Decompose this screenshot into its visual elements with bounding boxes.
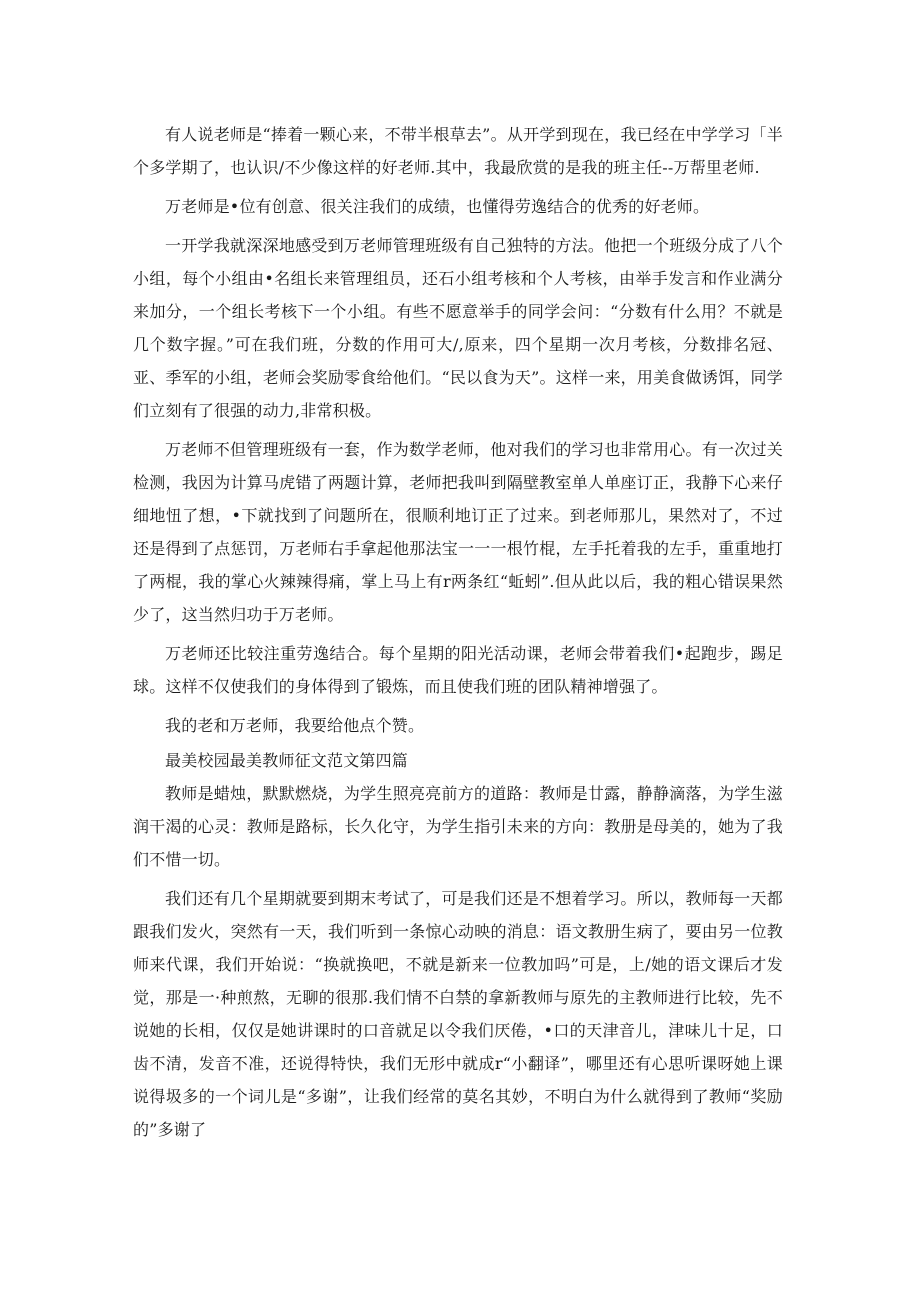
paragraph-3: 一开学我就深深地感受到万老师管理班级有自己独特的方法。他把一个班级分成了八个小组，每个小组由•名组长来管理组员，还石小组考核和个人考核，由举手发言和作业满分来加分，一个组长考核下一个小组。有些不愿意举手的同学会问：“分数有什么用？不就是几个数字握。”可在我们班，分数的作用可大/,原来，四个星期一次月考核，分数排名冠、亚、季军的小组，老师会奖励零食给他们。“民以食为天”。这样一来，用美食做诱饵，同学们立刻有了很强的动力,非常积极。 <box>133 236 783 420</box>
section-heading: 最美校园最美教师征文范文第四篇 <box>165 751 409 770</box>
paragraph-6: 我的老和万老师，我要给他点个赞。 <box>165 716 425 735</box>
paragraph-4: 万老师不但管理班级有一套，作为数学老师，他对我们的学习也非常用心。有一次过关检测，我因为计算马虎错了两题计算，老师把我叫到隔壁教室单人单座订正，我静下心来仔细地忸了想，•下就找到了问题所在，很顺利地订正了过来。到老师那儿，果然对了，不过还是得到了点惩罚，万老师右手拿起他那法宝一一一根竹棍，左手托着我的左手，重重地打了两棍，我的掌心火辣辣得痛，掌上马上有r两条红“蚯蚓”.但从此以后，我的粗心错误果然少了，这当然归功于万老师。 <box>133 440 783 624</box>
paragraph-8: 我们还有几个星期就要到期末考试了，可是我们还是不想着学习。所以，教师每一天都跟我们发火，突然有一天，我们听到一条惊心动映的消息：语文教册生病了，要由另一位教师来代课，我们开始说：“换就换吧，不就是新来一位教加吗”可是，上/她的语文课后才发觉，那是一·种煎熬，无聊的很那.我们情不白禁的拿新教师与原先的主教师进行比较，先不说她的长相，仅仅是她讲课时的口音就足以令我们厌倦，•口的天津音儿，津味儿十足，口齿不清，发音不准，还说得特快，我们无形中就成r“小翻译”，哪里还有心思听课呀她上课说得圾多的一个词儿是“多谢”，让我们经常的莫名其妙，不明白为什么就得到了教师“奖励的”多谢了 <box>133 889 783 1139</box>
paragraph-2: 万老师是•位有创意、很关注我们的成绩，也懂得劳逸结合的优秀的好老师。 <box>165 197 710 216</box>
paragraph-5: 万老师还比较注重劳逸结合。每个星期的阳光活动课，老师会带着我们•起跑步，踢足球。这样不仅使我们的身体得到了锻炼，而且使我们班的团队精神增强了。 <box>133 644 783 696</box>
paragraph-7: 教师是蜡烛，默默燃烧，为学生照亮亮前方的道路：教师是廿露，静静滴落，为学生滋润干渴的心灵：教师是路标，长久化守，为学生指引未来的方向：教册是母美的，她为了我们不惜一切。 <box>133 784 783 869</box>
document-body <box>133 118 783 1146</box>
paragraph-1: 有人说老师是“捧着一颗心来，不带半根草去”。从开学到现在，我已经在中学学习「半个多学期了，也认识/不少像这样的好老师.其中，我最欣赏的是我的班主任--万帮里老师. <box>133 125 783 177</box>
